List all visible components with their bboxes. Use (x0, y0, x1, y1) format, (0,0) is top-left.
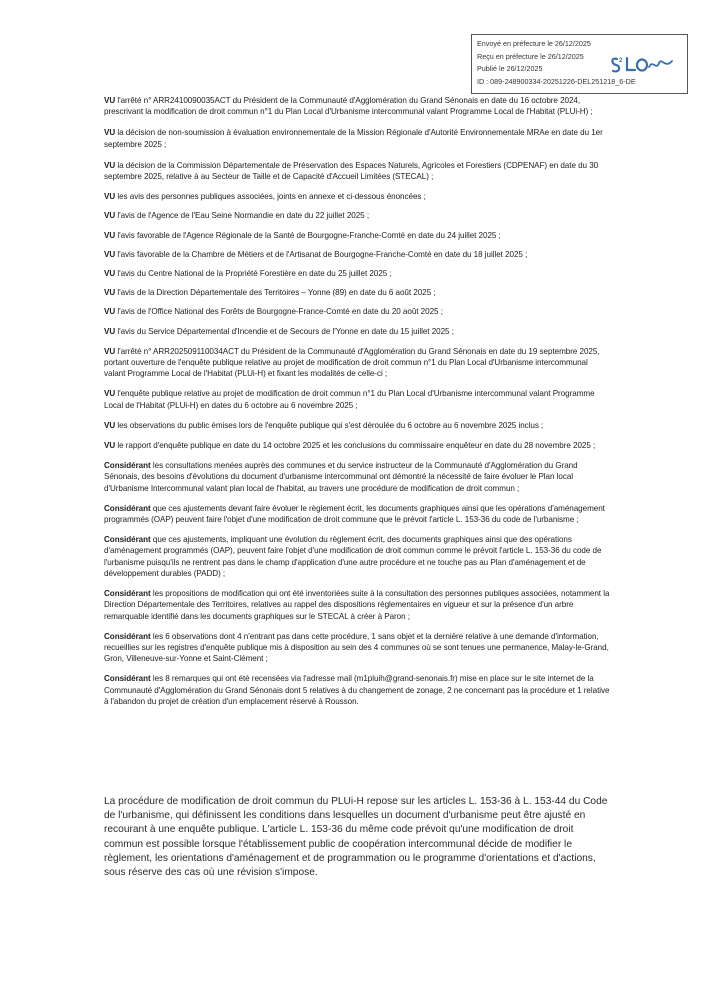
legal-basis-paragraph: La procédure de modification de droit commun du PLUi-H repose sur les articles L. 153-36 à L. 153-44 du Code de l'urbanisme, qui définissent les conditions dans lesquelles un document d'urbanisme peut être ajusté en recourant à une enquête publique. L'article L. 153-36 du même code prévoit qu'une modification de droit commun est possible lorsque l'établissement public de coopération intercommunal décide de modifier le règlement, les orientations d'aménagement et de programmation ou le programme d'orientations et d'actions, sous réserve des cas où une révision s'impose. (104, 796, 608, 879)
paragraph: Considérant les 8 remarques qui ont été recensées via l'adresse mail (m1pluih@grand-senonais.fr) mise en place sur le site internet de la Communauté d'Agglomération du Grand Sénonais dont 5 relatives à du changement de zonage, 2 ne concernant pas la procédure et 1 relative à l'abandon du projet de création d'un emplacement réservé à Rousson. (104, 674, 610, 706)
s2lo-logo-icon (609, 53, 675, 75)
paragraph: VU l'arrêté n° ARR2410090035ACT du Président de la Communauté d'Agglomération du Grand Sénonais en date du 16 octobre 2024, prescrivant la modification de droit commun n°1 du Plan Local d'Urbanisme intercommunal valant Programme Local de l'Habitat (PLUi-H) ; (104, 96, 593, 117)
document-body (104, 95, 610, 707)
paragraph: VU l'avis de la Direction Départementale des Territoires – Yonne (89) en date du 6 août 2025 ; (104, 288, 436, 298)
paragraph: VU l'enquête publique relative au projet de modification de droit commun n°1 du Plan Local d'Urbanisme intercommunal valant Programme Local de l'Habitat (PLUi-H) en dates du 6 octobre au 6 novembre 2025 ; (104, 389, 595, 410)
stamp-received-date: Reçu en préfecture le 26/12/2025 (477, 51, 584, 61)
paragraph: VU l'avis de l'Office National des Forêts de Bourgogne-France-Comté en date du 20 août 2025 ; (104, 307, 443, 317)
paragraph: Considérant que ces ajustements devant faire évoluer le règlement écrit, les documents graphiques ainsi que les opérations d'aménagement programmés (OAP) peuvent faire l'objet d'une modification de droit commune que le prévoit l'article L. 153-36 du code de l'urbanisme ; (104, 503, 605, 525)
stamp-sent-date: Envoyé en préfecture le 26/12/2025 (477, 39, 591, 48)
paragraph: VU l'arrêté n° ARR202509110034ACT du Président de la Communauté d'Agglomération du Grand Sénonais en date du 19 septembre 2025, portant ouverture de l'enquête publique relative au projet de modification de droit commun n°1 du Plan Local d'Urbanisme intercommunal valant Programme Local de l'Habitat (PLUi-H) et fixant les modalités de celle-ci ; (104, 346, 600, 379)
paragraph: Considérant les 6 observations dont 4 n'entrant pas dans cette procédure, 1 sans objet et la dernière relative à une demande d'information, recueillies sur les registres d'enquête publique mis à disposition au sein des 4 communes où se sont tenues une permanence, Malay-le-Grand, Gron, Villeneuve-sur-Yonne et Saint-Clément ; (104, 631, 609, 664)
svg-text:2: 2 (619, 58, 623, 64)
paragraph: VU les observations du public émises lors de l'enquête publique qui s'est déroulée du 6 octobre au 6 novembre 2025 inclus ; (104, 420, 544, 430)
paragraph: VU l'avis du Service Départemental d'Incendie et de Secours de l'Yonne en date du 15 juillet 2025 ; (104, 326, 454, 336)
paragraph: Considérant les propositions de modification qui ont été inventoriées suite à la consultation des personnes publiques associées, notamment la Direction Départementale des Territoires, relatives au rappel des dispositions réglementaires en vigueur et sur la présence d'un arbre remarquable identifié dans les documents graphiques sur le STECAL à créer à Paron ; (104, 589, 610, 621)
stamp-published-date: Publié le 26/12/2025 (477, 64, 543, 73)
paragraph: VU la décision de non-soumission à évaluation environnementale de la Mission Régionale d'Autorité Environnementale MRAe en date du 1er septembre 2025 ; (104, 128, 603, 149)
paragraph: VU l'avis favorable de l'Agence Régionale de la Santé de Bourgogne-Franche-Comté en date du 24 juillet 2025 ; (104, 230, 501, 240)
paragraph: VU l'avis du Centre National de la Propriété Forestière en date du 25 juillet 2025 ; (104, 269, 392, 279)
paragraph: VU la décision de la Commission Départementale de Préservation des Espaces Naturels, Agricoles et Forestiers (CDPENAF) en date du 30 septembre 2025, relative à au Secteur de Taille et de Capacité d'Accueil Limitées (STECAL) ; (104, 160, 599, 182)
paragraph: VU le rapport d'enquête publique en date du 14 octobre 2025 et les conclusions du commissaire enquêteur en date du 28 novembre 2025 ; (104, 441, 596, 451)
stamp-id: ID : 089-248900334-20251226-DEL251218_6-DE (477, 76, 636, 86)
paragraph: Considérant que ces ajustements, impliquant une évolution du règlement écrit, des documents graphiques ainsi que des opérations d'aménagement programmés (OAP), peuvent faire l'objet d'une modification de droit commun comme le prévoit l'article L. 153-36 du code de l'urbanisme puisqu'ils ne rentrent pas dans le champ d'application d'une autre procédure et ne touche pas au Plan d'aménagement et de développement durables (PADD) ; (104, 535, 602, 578)
paragraph: VU les avis des personnes publiques associées, joints en annexe et ci-dessous énoncées ; (104, 192, 426, 202)
paragraph: VU l'avis favorable de la Chambre de Métiers et de l'Artisanat de Bourgogne-Franche-Comté en date du 18 juillet 2025 ; (104, 249, 528, 259)
paragraph: VU l'avis de l'Agence de l'Eau Seine Normandie en date du 22 juillet 2025 ; (104, 211, 370, 221)
paragraph: Considérant les consultations menées auprès des communes et du service instructeur de la Communauté d'Agglomération du Grand Sénonais, des besoins d'évolutions du document d'urbanisme intercommunal ont démontré la nécessité de faire évoluer le Plan local d'Urbanisme Intercommunal valant plan local de l'habitat, au travers une procédure de modification de droit commun ; (104, 461, 578, 493)
prefecture-stamp (471, 34, 688, 94)
